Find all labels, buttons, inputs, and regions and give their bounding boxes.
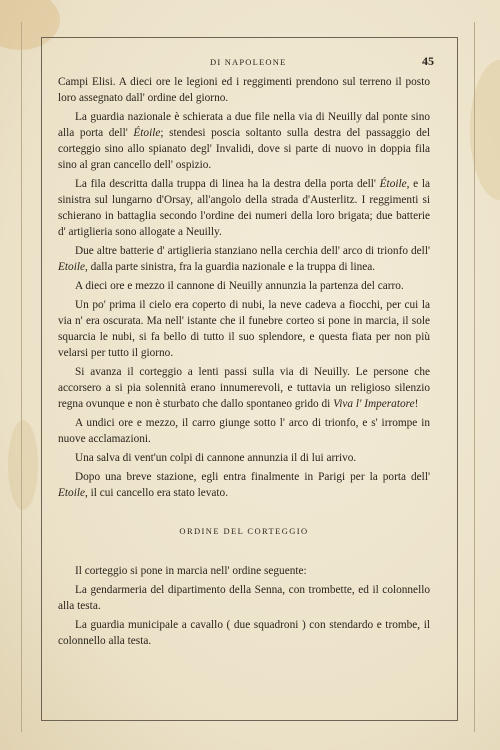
running-head: DI NAPOLEONE <box>210 57 287 67</box>
text-run: La guardia nazionale è schierata a due file nella via di Neuilly dal ponte sino alla porta dell' <box>58 111 430 139</box>
italic-text: Viva l' Imperatore <box>333 398 415 410</box>
text-run: , dalla parte sinistra, fra la guardia nazionale e la truppa di linea. <box>84 261 376 273</box>
text-run: Si avanza il corteggio a lenti passi sulla via di Neuilly. Le persone che accorsero a si pia solennità erano innumerevoli, e tuttavia un religioso silenzio regna ovunque e non è sturbato che dallo spontaneo grido di <box>58 366 430 410</box>
text-run: Due altre batterie d' artiglieria stanziano nella cerchia dell' arco di trionfo dell' <box>75 245 430 257</box>
page-number: 45 <box>422 54 434 68</box>
paragraph <box>58 450 430 466</box>
text-run: La fila descritta dalla truppa di linea ha la destra della porta dell' <box>75 178 380 190</box>
paragraph <box>58 243 430 275</box>
main-paragraphs <box>58 74 430 501</box>
paragraph <box>58 74 430 106</box>
text-run: La guardia municipale a cavallo ( due squadroni ) con stendardo e trombe, il colonnello alla testa. <box>58 619 430 647</box>
text-run: , il cui cancello era stato levato. <box>84 487 229 499</box>
paragraph <box>58 176 430 240</box>
text-run: ! <box>414 398 419 410</box>
paragraph <box>58 582 430 614</box>
text-run: , e la sinistra sul lungarno d'Orsay, all'angolo della strada d'Austerlitz. I reggimenti si schierano in battaglia secondo l'ordine dei numeri della loro brigata; due batterie d' artiglieria sono allogate a Neuilly. <box>58 178 431 238</box>
italic-text: Étoile <box>379 178 407 190</box>
text-run: Una salva di vent'un colpi di cannone annunzia il di lui arrivo. <box>75 452 357 464</box>
paragraph <box>58 278 430 294</box>
text-run: Un po' prima il cielo era coperto di nubi, la neve cadeva a fiocchi, per cui la via n' era oscurata. Ma nell' istante che il funebre corteo si pone in marcia, il sole squarcia le nubi, si fa bello di tutto il suo splendore, e questa fiata per non più velarsi per tutto il giorno. <box>58 299 430 359</box>
paragraph <box>58 109 430 173</box>
italic-text: Etoile <box>58 487 85 499</box>
text-run: ; stendesi poscia soltanto sulla destra del passaggio del corteggio sino allo spianato degl' Invalidi, dove si parte di nuovo in doppia fila sino al gran cancello dell' ospizio. <box>58 127 430 171</box>
text-run: Campi Elisi. A dieci ore le legioni ed i reggimenti prendono sul terreno il posto loro assegnato dall' ordine del giorno. <box>58 76 430 104</box>
section-paragraphs <box>58 563 430 649</box>
paragraph <box>58 415 430 447</box>
paragraph <box>58 563 430 579</box>
italic-text: Étoile <box>133 127 161 139</box>
page-header <box>58 54 434 70</box>
paragraph <box>58 617 430 649</box>
text-run: Dopo una breve stazione, egli entra finalmente in Parigi per la porta dell' <box>75 471 430 483</box>
paragraph <box>58 364 430 412</box>
section-title: ORDINE DEL CORTEGGIO <box>179 526 309 536</box>
italic-text: Etoile <box>58 261 85 273</box>
text-run: A dieci ore e mezzo il cannone di Neuilly annunzia la partenza del carro. <box>75 280 404 292</box>
paragraph <box>58 297 430 361</box>
text-run: La gendarmeria del dipartimento della Senna, con trombette, ed il colonnello alla testa. <box>58 584 430 612</box>
body-text <box>58 74 430 652</box>
paragraph <box>58 469 430 501</box>
text-run: Il corteggio si pone in marcia nell' ordine seguente: <box>75 565 307 577</box>
text-run: A undici ore e mezzo, il carro giunge sotto l' arco di trionfo, e s' irrompe in nuove acclamazioni. <box>58 417 430 445</box>
